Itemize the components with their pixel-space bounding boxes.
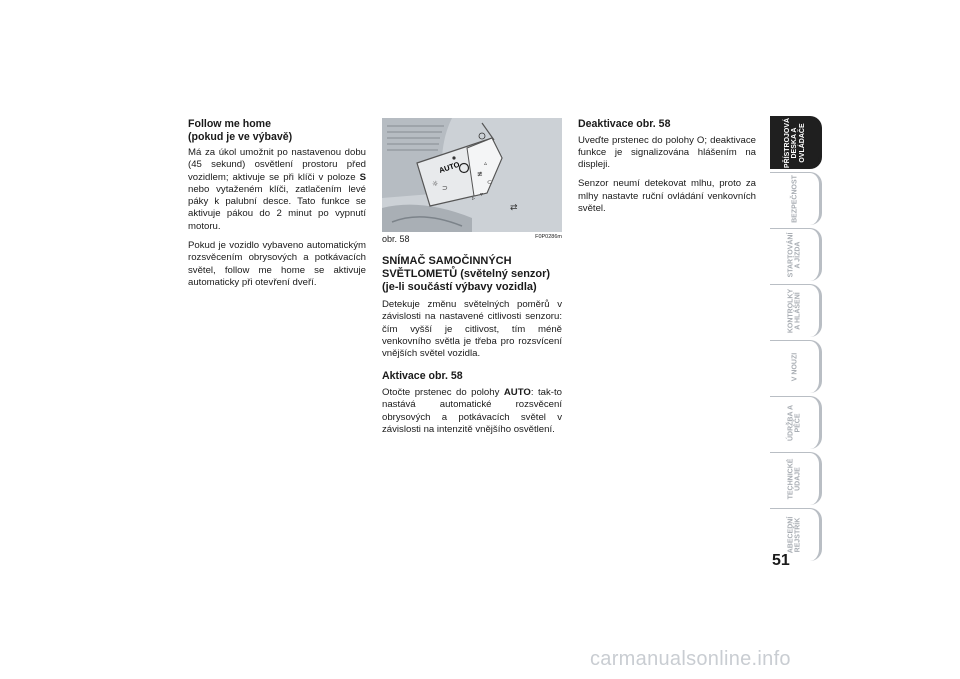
text: Otočte prstenec do polohy xyxy=(382,386,504,398)
tab-startovani[interactable] xyxy=(770,228,822,281)
paragraph xyxy=(382,387,562,436)
tab-label: PŘÍSTROJOVÁ DESKA A OVLÁDAČE xyxy=(783,117,806,169)
tab-label: V NOUZI xyxy=(790,352,798,382)
watermark: carmanualsonline.info xyxy=(590,648,791,670)
tab-bezpecnost[interactable] xyxy=(770,172,822,225)
label-auto: AUTO xyxy=(437,159,461,175)
rear-fog-icon: ⊂ xyxy=(487,179,493,186)
heading-follow-me-home xyxy=(188,118,366,143)
heading-line-2: (pokud je ve výbavě) xyxy=(188,130,293,143)
text: nebo vytaženém klíči, zatlačením levé páky k palubní desce. Tato funkce se aktivuje pákou do 2 minut po vypnutí motoru. xyxy=(188,183,366,232)
tab-v-nouzi[interactable] xyxy=(770,340,822,393)
paragraph: Pokud je vozidlo vybaveno automatickým rozsvěcením obrysových a potkávacích světel, follow me home se aktivuje automaticky při otevření dveří. xyxy=(188,240,366,288)
chapter-tabs xyxy=(770,116,822,564)
fog-light-icon: ≢ xyxy=(477,170,483,178)
sub-heading-deactivation: Deaktivace obr. 58 xyxy=(578,118,671,130)
text: : tak-to nastává automatické rozsvěcení obrysových a potkávacích světel v závislosti na intenzitě vnějšího osvětlení. xyxy=(382,386,562,435)
tab-label: KONTROLKY A HLÁŠENÍ xyxy=(787,288,802,334)
figure-obr-58 xyxy=(382,118,562,232)
column-2 xyxy=(382,255,562,443)
heading-line-1: SNÍMAČ SAMOČINNÝCH xyxy=(382,255,512,267)
caption-text: obr. 58 xyxy=(382,234,410,244)
column-1 xyxy=(188,118,366,296)
high-beam-flash-icon: ⇄ xyxy=(510,203,518,213)
paragraph xyxy=(188,147,366,233)
text: Má za úkol umožnit po nastavenou dobu (45 sekund) osvětlení prostoru před vozidlem; aktivuje se při klíči v poloze xyxy=(188,147,366,183)
figure-caption xyxy=(382,234,562,244)
heading-line-2: SVĚTLOMETŮ (světelný senzor) xyxy=(382,268,551,280)
figure-code: F0P0286m xyxy=(535,234,562,240)
column-3 xyxy=(578,118,756,222)
auto-label: AUTO xyxy=(503,386,531,398)
arrow-icon: ▹ xyxy=(472,195,476,202)
low-beam-icon: ⊃ xyxy=(442,184,448,192)
sub-heading-activation: Aktivace obr. 58 xyxy=(382,370,463,383)
page-number: 51 xyxy=(772,552,790,569)
heading-line-3: (je-li součástí výbavy vozidla) xyxy=(382,281,537,293)
tab-label: ABECEDNÍ REJSTŘÍK xyxy=(787,516,802,554)
tab-pristrojova-deska[interactable] xyxy=(770,116,822,169)
tab-kontrolky[interactable] xyxy=(770,284,822,337)
paragraph: Senzor neumí detekovat mlhu, proto za mlhy nastavte ruční ovládání venkovních světel. xyxy=(578,178,756,214)
heading-sensor xyxy=(382,255,562,294)
heading-line-1: Follow me home xyxy=(188,118,271,130)
tab-technicke-udaje[interactable] xyxy=(770,452,822,505)
key-position-s: S xyxy=(359,171,366,183)
light-switch-illustration xyxy=(382,118,562,232)
tab-label: TECHNICKÉ ÚDAJE xyxy=(787,458,802,500)
tab-label: BEZPEČNOST xyxy=(790,175,798,223)
paragraph: Detekuje změnu světelných poměrů v závislosti na nastavené citlivosti senzoru: čím vyšší je citlivost, tím méně venkovního světla je třeba pro rozsvícení vnějších světel vozidla. xyxy=(382,299,562,360)
arrow-icon: ▵ xyxy=(484,160,488,167)
arrow-icon: ▿ xyxy=(480,191,484,198)
position-light-icon: ☼ xyxy=(432,180,439,188)
paragraph: Uveďte prstenec do polohy O; deaktivace funkce je signalizována hlášením na displeji. xyxy=(578,134,756,171)
tab-label: STARTOVÁNÍ A JÍZDA xyxy=(787,232,802,278)
marker-icon xyxy=(452,156,455,159)
tab-label: ÚDRŽBA A PÉČE xyxy=(787,404,802,442)
tab-udrzba[interactable] xyxy=(770,396,822,449)
